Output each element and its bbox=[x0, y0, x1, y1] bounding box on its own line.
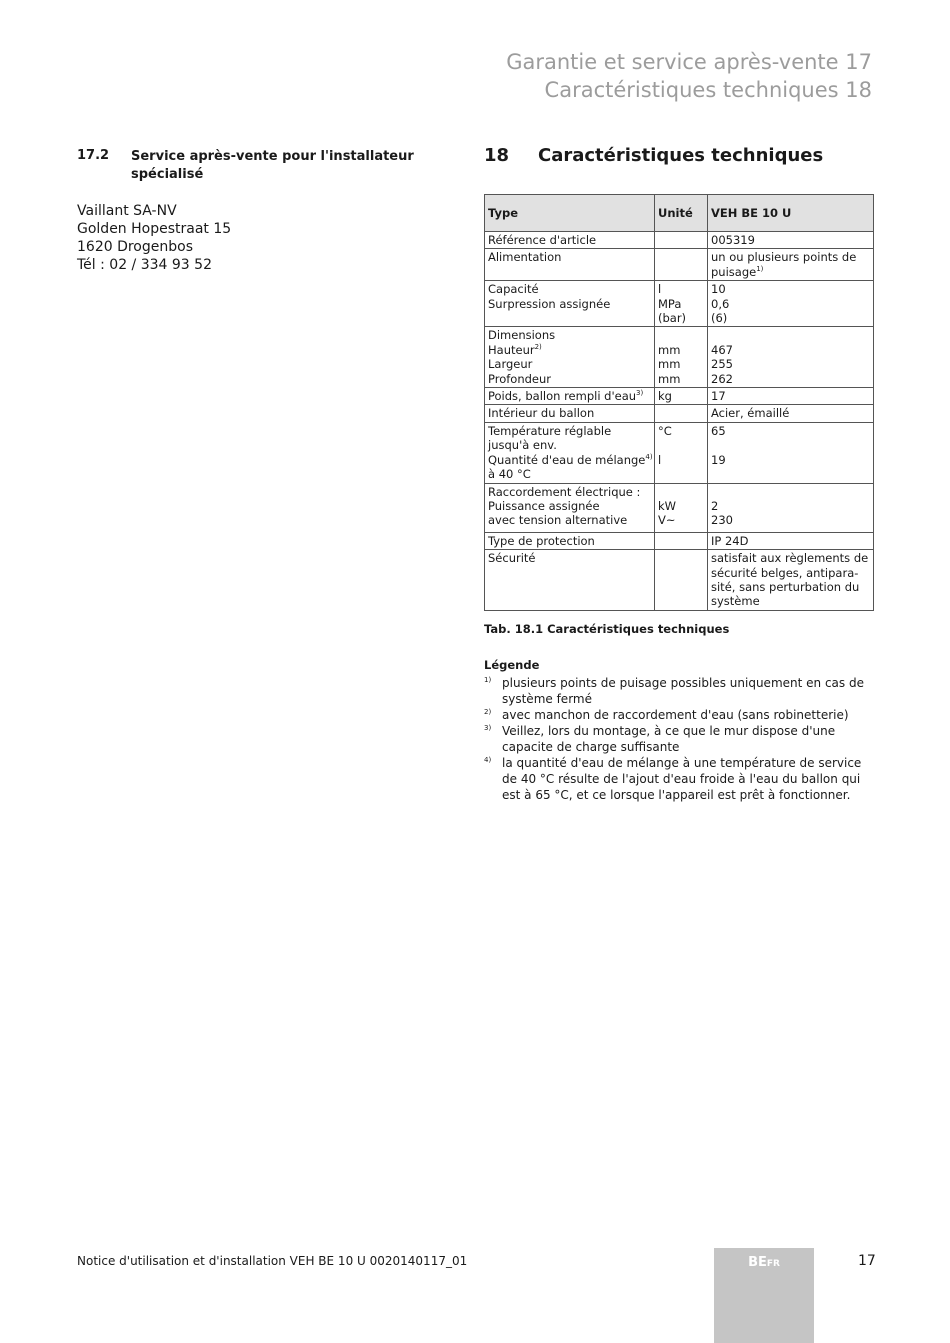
unit-line: mm bbox=[658, 342, 681, 357]
row-value: 005319 bbox=[708, 232, 874, 249]
unit-line: V~ bbox=[658, 513, 676, 528]
address-line: Golden Hopestraat 15 bbox=[77, 221, 232, 237]
chapter-header-line-2: Caractéristiques techniques 18 bbox=[544, 78, 872, 102]
footnote-ref: 2) bbox=[534, 342, 542, 351]
column-header: Type bbox=[485, 195, 655, 232]
row-label bbox=[485, 388, 655, 405]
row-unit bbox=[655, 281, 708, 327]
unit-line bbox=[658, 485, 704, 499]
value-line bbox=[711, 485, 870, 499]
legend-item bbox=[484, 723, 874, 755]
row-unit bbox=[655, 483, 708, 532]
unit-line: (bar) bbox=[658, 311, 687, 326]
row-unit bbox=[655, 232, 708, 249]
legend-item bbox=[484, 755, 874, 803]
section-18-heading bbox=[484, 145, 823, 166]
value-line: 19 bbox=[711, 452, 726, 467]
unit-line bbox=[658, 328, 704, 342]
value-line: 65 bbox=[711, 423, 726, 438]
unit-line: mm bbox=[658, 357, 681, 372]
chapter-header bbox=[506, 48, 872, 104]
unit-line: kW bbox=[658, 498, 677, 513]
value-line: 2 bbox=[711, 498, 719, 513]
label-line: Largeur bbox=[488, 357, 533, 372]
table-row bbox=[485, 327, 874, 388]
table-row bbox=[485, 405, 874, 422]
legend-text: Veillez, lors du montage, à ce que le mur dispose d'une capacite de charge suffisante bbox=[502, 724, 836, 754]
footnote-mark: 1) bbox=[484, 676, 492, 684]
address-line: Vaillant SA-NV bbox=[77, 203, 177, 219]
unit-line: °C bbox=[658, 423, 672, 438]
row-label: Sécurité bbox=[485, 550, 655, 611]
value-line bbox=[711, 328, 870, 342]
table-header-row bbox=[485, 195, 874, 232]
value-line: 255 bbox=[711, 357, 733, 372]
column-header: Unité bbox=[655, 195, 708, 232]
value-line: 0,6 bbox=[711, 296, 730, 311]
row-label bbox=[485, 281, 655, 327]
value-line bbox=[711, 438, 870, 452]
row-unit bbox=[655, 249, 708, 281]
unit-line: l bbox=[658, 282, 662, 297]
table-row bbox=[485, 232, 874, 249]
footer-document-title: Notice d'utilisation et d'installation VEH BE 10 U 0020140117_01 bbox=[77, 1254, 468, 1268]
legend-item bbox=[484, 675, 874, 707]
unit-line: MPa bbox=[658, 296, 682, 311]
label-line: jusqu'à env. bbox=[488, 438, 557, 453]
language-tab bbox=[714, 1248, 814, 1343]
value-line: 230 bbox=[711, 513, 733, 528]
row-label: Référence d'article bbox=[485, 232, 655, 249]
column-header: VEH BE 10 U bbox=[708, 195, 874, 232]
row-value bbox=[708, 281, 874, 327]
table-row bbox=[485, 249, 874, 281]
address-line: Tél : 02 / 334 93 52 bbox=[77, 257, 212, 273]
row-value bbox=[708, 327, 874, 388]
label-line: Dimensions bbox=[488, 328, 556, 343]
address-line: 1620 Drogenbos bbox=[77, 239, 193, 255]
footnote-ref: 4) bbox=[645, 452, 653, 461]
table-row bbox=[485, 388, 874, 405]
table-row bbox=[485, 550, 874, 611]
value-line: (6) bbox=[711, 311, 728, 326]
label-line: Profondeur bbox=[488, 371, 552, 386]
label-text: Poids, ballon rempli d'eau bbox=[488, 389, 637, 404]
footnote-mark: 4) bbox=[484, 756, 492, 764]
legend-item bbox=[484, 707, 874, 723]
section-number: 18 bbox=[484, 145, 510, 166]
legend bbox=[484, 657, 874, 803]
language-code: BE bbox=[748, 1255, 767, 1270]
legend-title: Légende bbox=[484, 658, 540, 672]
row-unit bbox=[655, 405, 708, 422]
label-line: avec tension alternative bbox=[488, 513, 628, 528]
value-line: 262 bbox=[711, 371, 733, 386]
row-label bbox=[485, 327, 655, 388]
chapter-header-line-1: Garantie et service après-vente 17 bbox=[506, 50, 872, 74]
label-line: Température réglable bbox=[488, 423, 612, 438]
label-text: Hauteur bbox=[488, 342, 535, 357]
row-unit bbox=[655, 327, 708, 388]
label-line bbox=[488, 343, 651, 357]
label-line: Puissance assignée bbox=[488, 498, 600, 513]
row-value bbox=[708, 422, 874, 483]
row-value: 17 bbox=[708, 388, 874, 405]
table-row bbox=[485, 532, 874, 549]
language-subcode: FR bbox=[766, 1259, 780, 1269]
row-label: Alimentation bbox=[485, 249, 655, 281]
row-unit bbox=[655, 532, 708, 549]
row-unit: kg bbox=[655, 388, 708, 405]
row-value: IP 24D bbox=[708, 532, 874, 549]
label-text: Quantité d'eau de mélange bbox=[488, 452, 646, 467]
service-address bbox=[77, 202, 231, 274]
page-number: 17 bbox=[858, 1253, 876, 1269]
section-17-2-heading bbox=[77, 148, 437, 184]
section-title: Caractéristiques techniques bbox=[538, 145, 824, 166]
row-label bbox=[485, 422, 655, 483]
label-line: Raccordement électrique : bbox=[488, 484, 641, 499]
table-row bbox=[485, 422, 874, 483]
value-text: un ou plusieurs points de puisage bbox=[711, 250, 857, 279]
footnote-mark: 3) bbox=[484, 724, 492, 732]
row-label: Intérieur du ballon bbox=[485, 405, 655, 422]
table-row bbox=[485, 483, 874, 532]
row-value bbox=[708, 249, 874, 281]
row-unit bbox=[655, 550, 708, 611]
row-label: Type de protection bbox=[485, 532, 655, 549]
label-line: à 40 °C bbox=[488, 467, 531, 482]
footnote-ref: 1) bbox=[756, 264, 764, 273]
footnote-mark: 2) bbox=[484, 708, 492, 716]
section-title: Service après-vente pour l'installateur spécialisé bbox=[131, 149, 414, 182]
unit-line bbox=[658, 438, 704, 452]
table-row bbox=[485, 281, 874, 327]
unit-line: l bbox=[658, 452, 662, 467]
value-text: satisfait aux règlements de sécurité belges, antipara-sité, sans perturbation du système bbox=[711, 551, 869, 609]
row-unit bbox=[655, 422, 708, 483]
label-line bbox=[488, 453, 651, 467]
value-line: 10 bbox=[711, 282, 726, 297]
value-line: 467 bbox=[711, 342, 733, 357]
row-value: Acier, émaillé bbox=[708, 405, 874, 422]
row-label bbox=[485, 483, 655, 532]
legend-text: la quantité d'eau de mélange à une température de service de 40 °C résulte de l'ajout d'eau froide à l'eau du ballon qui est à 65 °C, et ce lorsque l'appareil est prêt à fonctionner. bbox=[502, 756, 862, 802]
section-number: 17.2 bbox=[77, 148, 110, 163]
table-caption: Tab. 18.1 Caractéristiques techniques bbox=[484, 622, 730, 636]
footnote-ref: 3) bbox=[636, 389, 644, 398]
legend-text: avec manchon de raccordement d'eau (sans robinetterie) bbox=[502, 708, 849, 722]
label-line: Capacité bbox=[488, 282, 539, 297]
row-value bbox=[708, 483, 874, 532]
legend-text: plusieurs points de puisage possibles uniquement en cas de système fermé bbox=[502, 676, 864, 706]
unit-line: mm bbox=[658, 371, 681, 386]
spec-table bbox=[484, 194, 874, 611]
label-line: Surpression assignée bbox=[488, 296, 611, 311]
row-value bbox=[708, 550, 874, 611]
